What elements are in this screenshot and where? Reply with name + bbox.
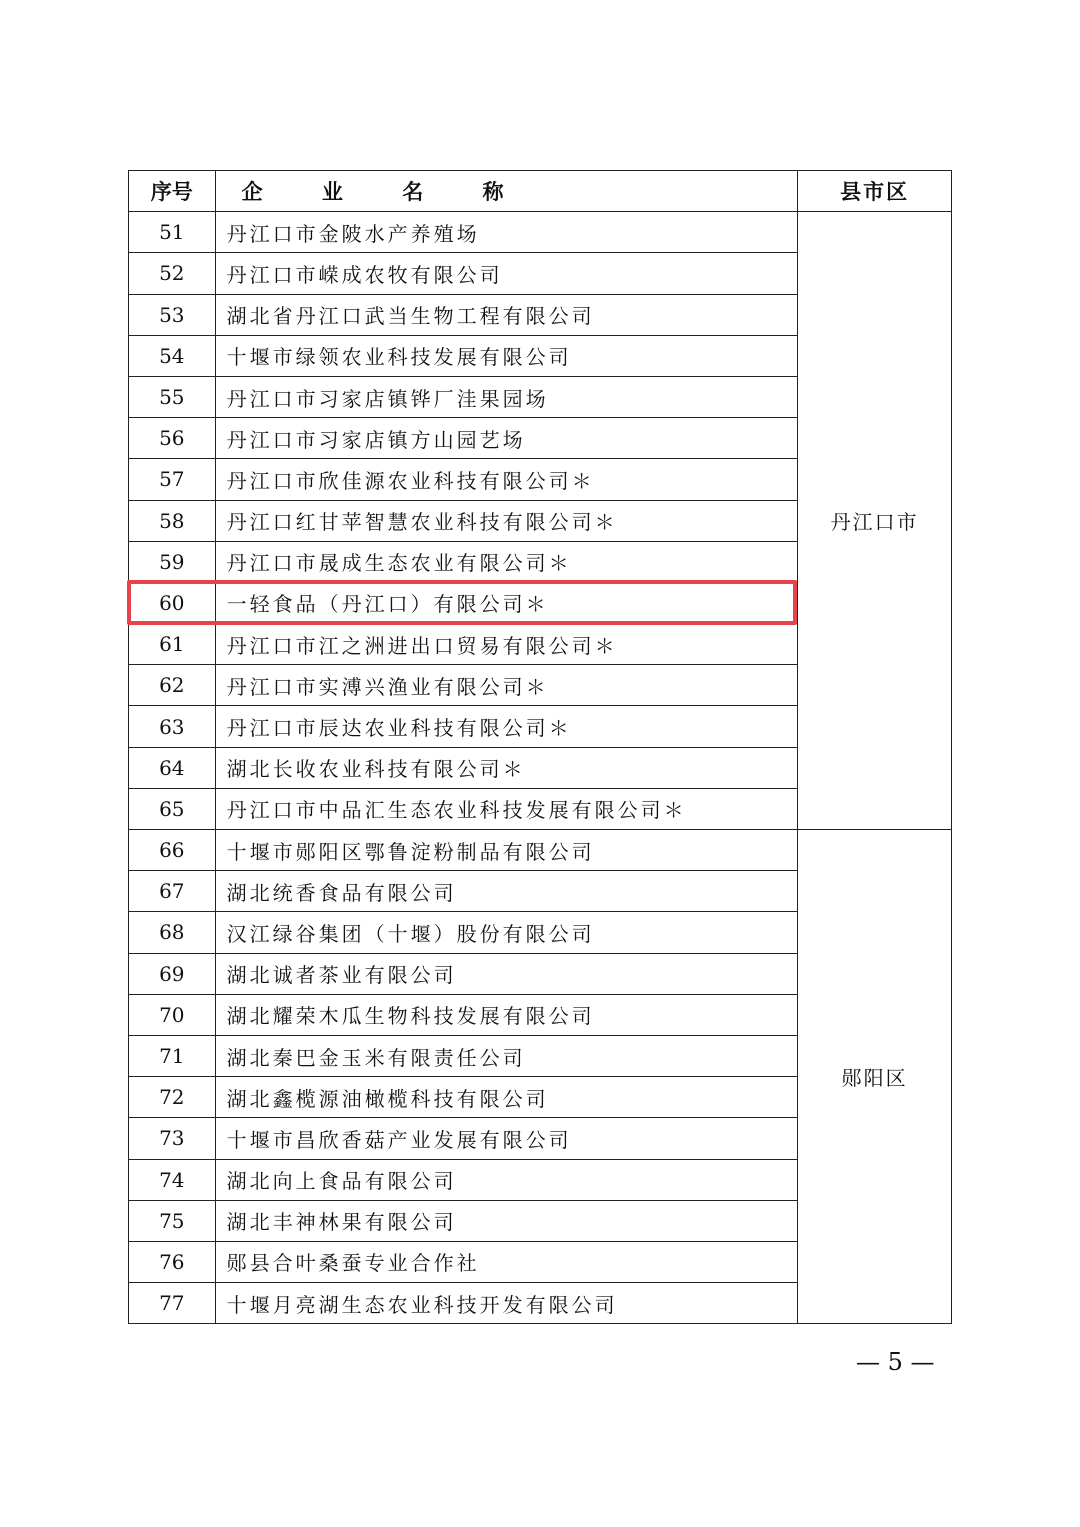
row-index: 58 <box>129 500 216 541</box>
page-number: — 5 — <box>856 1348 935 1376</box>
enterprise-name: 湖北长收农业科技有限公司＊ <box>215 747 798 788</box>
row-index: 69 <box>129 953 216 994</box>
row-index: 67 <box>129 871 216 912</box>
row-index: 62 <box>129 665 216 706</box>
row-index: 73 <box>129 1118 216 1159</box>
table-row <box>129 830 952 871</box>
table-row <box>129 212 952 253</box>
enterprise-name: 汉江绿谷集团（十堰）股份有限公司 <box>215 912 798 953</box>
enterprise-name: 十堰市郧阳区鄂鲁淀粉制品有限公司 <box>215 830 798 871</box>
row-index: 63 <box>129 706 216 747</box>
enterprise-name: 丹江口市辰达农业科技有限公司＊ <box>215 706 798 747</box>
table-header-row <box>129 171 952 212</box>
enterprise-name: 丹江口市晟成生态农业有限公司＊ <box>215 541 798 582</box>
row-index: 70 <box>129 994 216 1035</box>
enterprise-name: 丹江口市习家店镇铧厂洼果园场 <box>215 376 798 417</box>
row-index: 64 <box>129 747 216 788</box>
row-index: 74 <box>129 1159 216 1200</box>
header-district: 县市区 <box>798 171 952 212</box>
row-index: 56 <box>129 418 216 459</box>
enterprise-name: 丹江口市中品汇生态农业科技发展有限公司＊ <box>215 788 798 829</box>
enterprise-table <box>128 170 952 1324</box>
enterprise-name: 湖北诚者茶业有限公司 <box>215 953 798 994</box>
enterprise-name: 丹江口市江之洲进出口贸易有限公司＊ <box>215 624 798 665</box>
row-index: 51 <box>129 212 216 253</box>
row-index: 71 <box>129 1035 216 1076</box>
enterprise-name: 丹江口红甘苹智慧农业科技有限公司＊ <box>215 500 798 541</box>
enterprise-name: 丹江口市欣佳源农业科技有限公司＊ <box>215 459 798 500</box>
district-cell: 丹江口市 <box>798 212 952 830</box>
row-index: 55 <box>129 376 216 417</box>
district-cell: 郧阳区 <box>798 830 952 1324</box>
row-index: 59 <box>129 541 216 582</box>
row-index: 60 <box>129 582 216 623</box>
enterprise-name: 丹江口市金陂水产养殖场 <box>215 212 798 253</box>
header-index: 序号 <box>129 171 216 212</box>
enterprise-name: 丹江口市嵘成农牧有限公司 <box>215 253 798 294</box>
row-index: 72 <box>129 1077 216 1118</box>
enterprise-name: 湖北省丹江口武当生物工程有限公司 <box>215 294 798 335</box>
row-index: 54 <box>129 335 216 376</box>
enterprise-name: 丹江口市实溥兴渔业有限公司＊ <box>215 665 798 706</box>
enterprise-name: 十堰月亮湖生态农业科技开发有限公司 <box>215 1283 798 1324</box>
enterprise-name: 湖北秦巴金玉米有限责任公司 <box>215 1035 798 1076</box>
row-index: 57 <box>129 459 216 500</box>
enterprise-name: 湖北向上食品有限公司 <box>215 1159 798 1200</box>
row-index: 52 <box>129 253 216 294</box>
highlight-box <box>127 580 797 625</box>
enterprise-name: 丹江口市习家店镇方山园艺场 <box>215 418 798 459</box>
enterprise-name: 十堰市昌欣香菇产业发展有限公司 <box>215 1118 798 1159</box>
enterprise-name: 湖北统香食品有限公司 <box>215 871 798 912</box>
enterprise-name: 湖北鑫榄源油橄榄科技有限公司 <box>215 1077 798 1118</box>
enterprise-name: 一轻食品（丹江口）有限公司＊ <box>215 582 798 623</box>
row-index: 75 <box>129 1200 216 1241</box>
row-index: 61 <box>129 624 216 665</box>
enterprise-name: 郧县合叶桑蚕专业合作社 <box>215 1241 798 1282</box>
enterprise-name: 湖北丰神林果有限公司 <box>215 1200 798 1241</box>
row-index: 77 <box>129 1283 216 1324</box>
row-index: 65 <box>129 788 216 829</box>
row-index: 76 <box>129 1241 216 1282</box>
enterprise-name: 十堰市绿领农业科技发展有限公司 <box>215 335 798 376</box>
row-index: 66 <box>129 830 216 871</box>
header-enterprise-name: 企 业 名 称 <box>215 171 798 212</box>
table-body <box>129 212 952 1324</box>
row-index: 68 <box>129 912 216 953</box>
row-index: 53 <box>129 294 216 335</box>
enterprise-name: 湖北耀荣木瓜生物科技发展有限公司 <box>215 994 798 1035</box>
